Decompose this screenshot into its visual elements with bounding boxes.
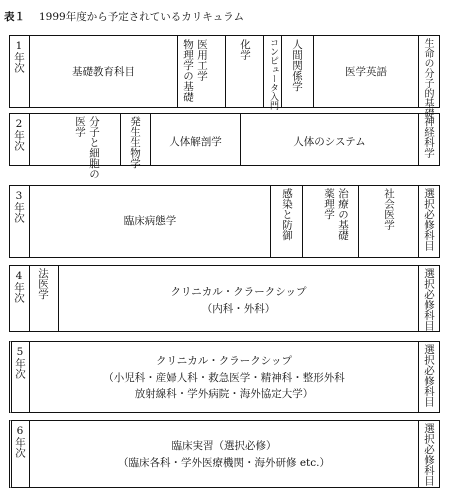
course-jintai-system: 人体のシステム (240, 114, 418, 165)
course-houigaku: 法医学 (37, 268, 49, 300)
caption-label: 表１ (4, 11, 25, 23)
course-chiryou-yakuri (302, 186, 358, 257)
course-rinshou-jisshuu (30, 421, 418, 487)
course-shakai-igaku: 社会医学 (358, 186, 418, 257)
year-2-label: 2年次 (13, 118, 25, 151)
course-jintai-kaibougaku: 人体解剖学 (150, 114, 240, 165)
year-3-row (9, 185, 440, 258)
rinshou-jisshuu-line2: （臨床各科・学外医療機関・海外研修 etc.） (118, 457, 330, 469)
year-1-label: 1年次 (13, 40, 25, 73)
clinical-clerkship-title-5: クリニカル・クラークシップ (155, 355, 293, 367)
course-sentaku-hisshuu-5: 選択必修科目 (418, 342, 440, 412)
year-4-label-cell (10, 266, 30, 331)
rinshou-jisshuu-title: 臨床実習（選択必修） (171, 440, 277, 452)
course-sentaku-hisshuu-4: 選択必修科目 (418, 266, 440, 331)
course-seimei-bunshi: 生命の分子的基礎 (418, 36, 440, 107)
year-4-row (9, 265, 440, 332)
year-2-row (9, 113, 440, 179)
course-iyou-kougaku-butsurigaku (177, 36, 225, 107)
course-rinshou-byoutai: 臨床病態学 (123, 215, 177, 227)
course-bunshi-saibou (30, 114, 120, 179)
year-3-label: 3年次 (13, 190, 25, 223)
course-chiryou: 治療の基礎 (337, 188, 349, 241)
course-yakuri: 薬理学 (323, 188, 335, 220)
clinical-clerkship-line2-5: （小児科・産婦人科・救急医学・精神科・整形外科 (103, 372, 345, 384)
clinical-clerkship-sub-4: （内科・外科） (201, 303, 276, 315)
course-hassei-seibutsugaku: 発生生物学 (120, 114, 150, 165)
year-1-row (9, 35, 440, 118)
course-sentaku-hisshuu-6: 選択必修科目 (418, 421, 440, 487)
course-butsurigaku: 物理学の基礎 (182, 39, 194, 102)
year-4-label: 4年次 (13, 270, 25, 303)
course-igaku-2: 医学 (74, 116, 86, 137)
course-computer-nyuumon: コンピュータ入門 (263, 36, 281, 107)
clinical-clerkship-line3-5: 放射線科・学外病院・海外協定大学） (134, 388, 314, 400)
year-5-row (9, 341, 440, 413)
year-5-label: 5年次 (14, 346, 26, 379)
year-1-label-cell (10, 36, 30, 107)
course-kiso-kyouiku: 基礎教育科目 (72, 66, 135, 78)
year-6-label: 6年次 (14, 425, 26, 458)
course-kagaku: 化学 (225, 36, 263, 107)
course-sentaku-hisshuu-3: 選択必修科目 (418, 186, 440, 257)
course-clinical-clerkship-4 (58, 266, 418, 331)
course-kansen-bougyo: 感染と防御 (270, 186, 302, 257)
course-bunshi: 分子と細胞の (88, 116, 100, 179)
table-caption (4, 9, 244, 24)
caption-text: 1999年度から予定されているカリキュラム (39, 11, 245, 23)
course-ningen-kankeigaku: 人間関係学 (281, 36, 313, 107)
year-5-label-cell (12, 342, 30, 412)
year-6-label-cell (12, 421, 30, 487)
course-iyou-kougaku: 医用工学 (196, 39, 208, 81)
course-clinical-clerkship-5 (30, 342, 418, 412)
clinical-clerkship-title-4: クリニカル・クラークシップ (170, 286, 307, 298)
year-6-row (9, 420, 440, 488)
year-3-label-cell (10, 186, 30, 257)
course-igaku-eigo: 医学英語 (313, 36, 418, 107)
year-2-label-cell (10, 114, 30, 165)
course-shinkei-kagaku: 神経科学 (418, 114, 440, 165)
